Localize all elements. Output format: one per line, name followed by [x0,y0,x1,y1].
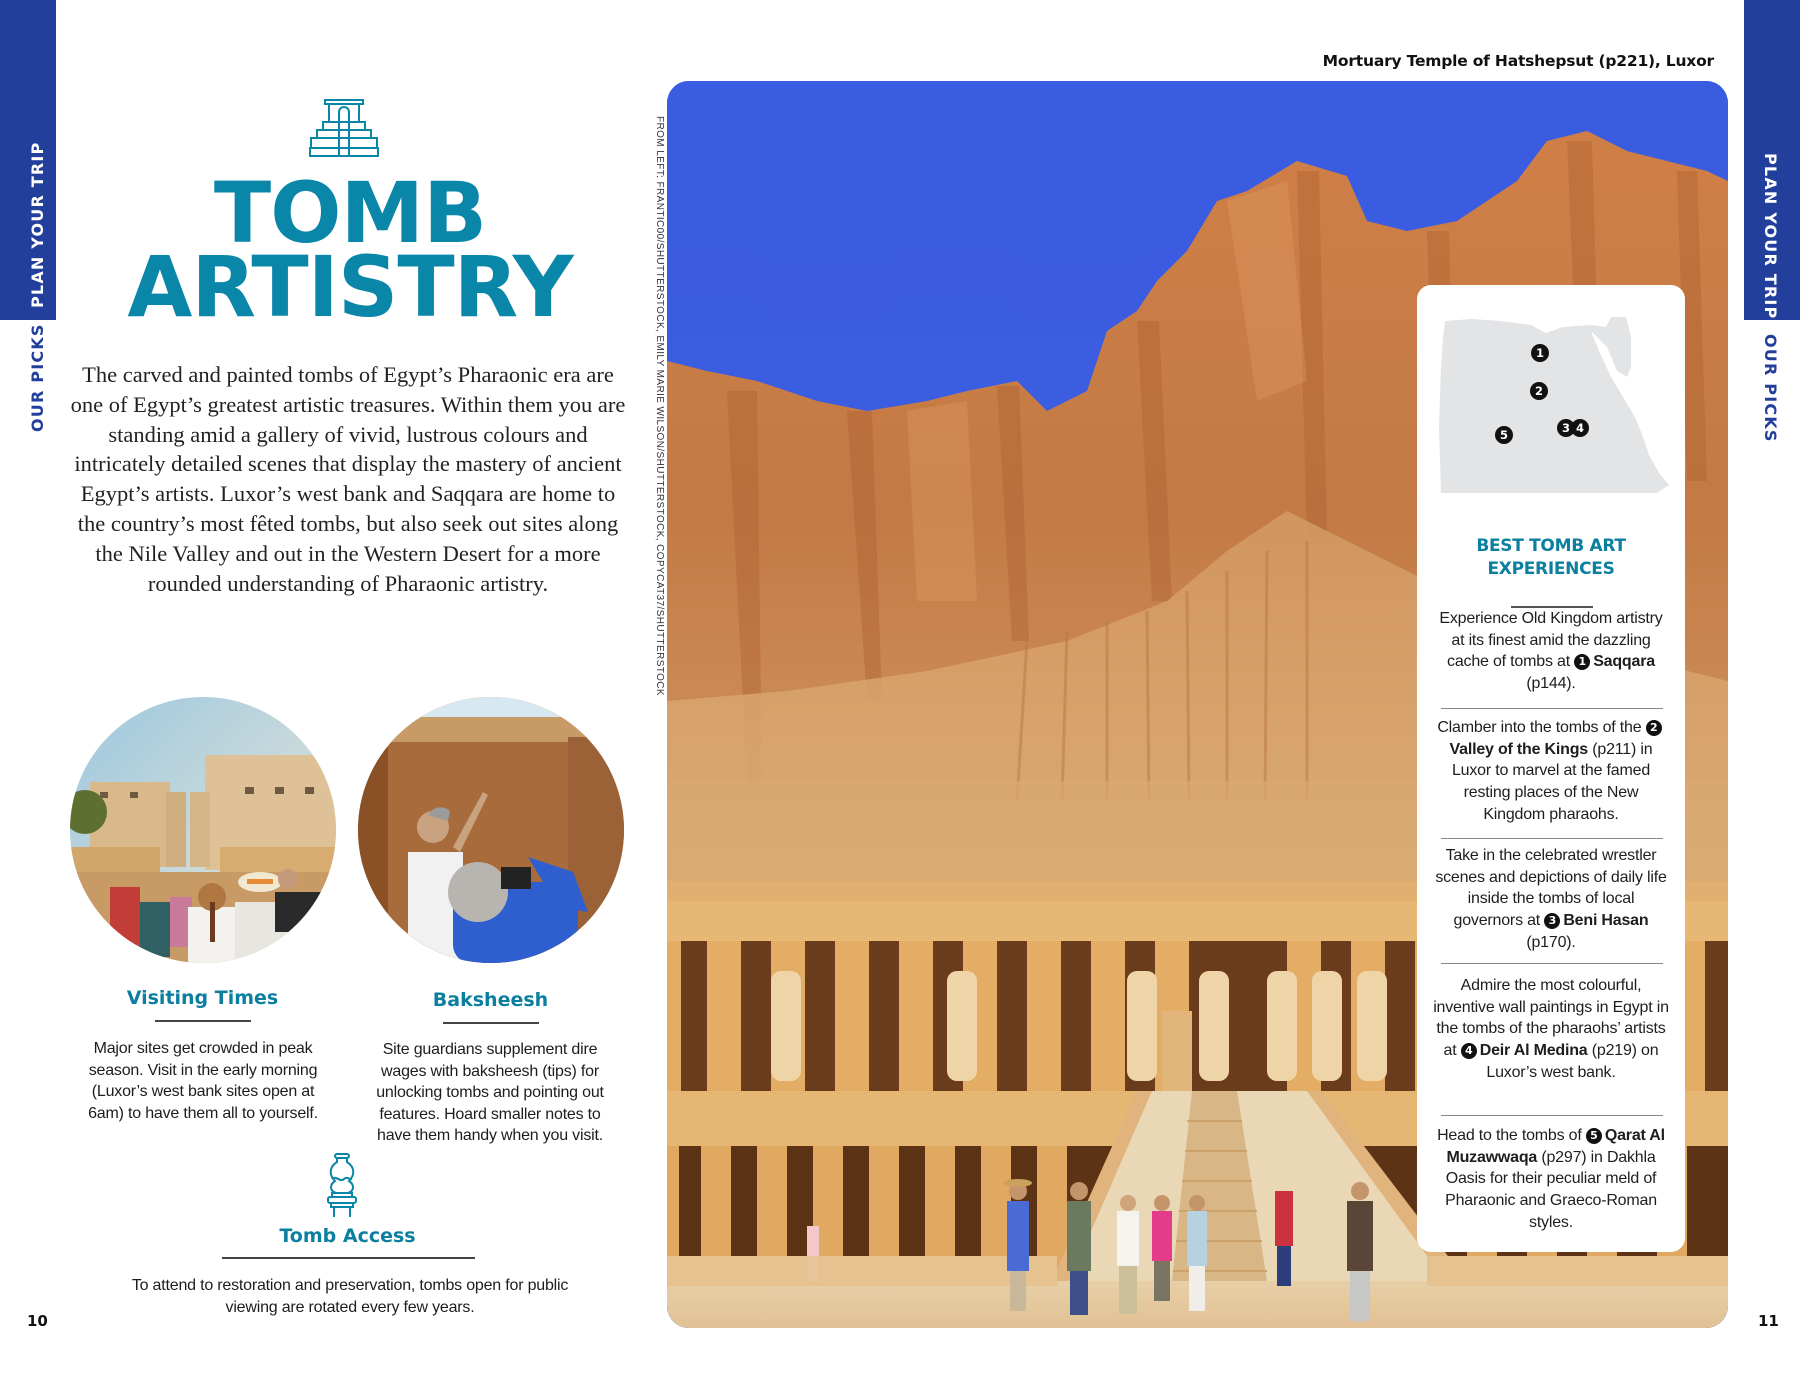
tip-heading-baksheesh: Baksheesh [432,989,549,1011]
map-marker-2: 3 [1557,419,1575,437]
vase-column-icon [324,1153,360,1217]
place-name: Qarat Al Muzawwaqa [1446,1127,1665,1166]
map-marker-5: 5 [1495,426,1513,444]
page-title-line-2: ARTISTRY [127,238,573,336]
temple-pyramid-icon [309,98,379,158]
number-badge: 3 [1544,913,1560,929]
number-badge: 2 [1646,720,1662,736]
egypt-map [1431,307,1671,517]
tip-heading-tomb-access: Tomb Access [279,1225,416,1247]
tip-body-tomb-access: To attend to restoration and preservation, tombs open for public viewing are rotated every few years. [131,1277,569,1316]
place-name: Beni Hasan [1563,912,1649,930]
number-badge: 4 [1461,1043,1477,1059]
photo-credit: FROM LEFT: FRANTIC00/SHUTTERSTOCK, EMILY MARIE WILSON/SHUTTERSTOCK, COPYCAT37/SHUTTERSTOCK [654,116,665,696]
tip-body-visiting-times: Major sites get crowded in peak season. Visit in the early morning (Luxor’s west bank sites open at 6am) to have them all to yourself. [88,1040,318,1122]
right-subsection-label: OUR PICKS [1761,334,1780,443]
left-subsection-label: OUR PICKS [28,323,47,432]
photo-caption: Mortuary Temple of Hatshepsut (p221), Luxor [1322,52,1714,70]
card-title-line-2: EXPERIENCES [1487,559,1615,579]
page-number-right: 11 [1758,1312,1779,1330]
intro-paragraph: The carved and painted tombs of Egypt’s Pharaonic era are one of Egypt’s greatest artistic treasures. Within them you are standing amid a gallery of vivid, lustrous colours and intricately detailed scenes that display the mastery of ancient Egypt’s artists. Luxor’s west bank and Saqqara are home to the country’s most fêted tombs, but also seek out sites along the Nile Valley and out in the Western Desert for a more rounded understanding of Pharaonic artistry. [70,362,626,596]
right-section-tab-label: PLAN YOUR TRIP [1761,153,1780,320]
item-divider [1441,708,1663,709]
tip-divider [443,1022,539,1024]
karnak-avenue-crowd-photo [70,697,336,963]
experience-item-beni-hasan: Take in the celebrated wrestler scenes and depictions of daily life inside the tombs of local governors at 3 Beni Hasan (p170). [1435,847,1667,951]
map-marker-1: 1 [1531,344,1549,362]
item-divider [1441,1115,1663,1116]
experience-item-saqqara: Experience Old Kingdom artistry at its finest amid the dazzling cache of tombs at 1 Saqqara (p144). [1439,610,1663,693]
best-tomb-art-card [1417,285,1685,1252]
tip-heading-visiting-times: Visiting Times [126,987,279,1009]
tip-divider [155,1020,251,1022]
map-marker-4: 4 [1571,419,1589,437]
card-title [1417,535,1685,581]
tip-divider [222,1257,475,1259]
guide-pointing-at-relief-photo [358,697,624,963]
tip-body-baksheesh: Site guardians supplement dire wages with baksheesh (tips) for unlocking tombs and pointing out features. Hoard smaller notes to have them handy when you visit. [376,1041,604,1144]
item-divider [1441,838,1663,839]
place-name: Deir Al Medina [1479,1042,1588,1060]
number-badge: 5 [1586,1128,1602,1144]
page-number-left: 10 [27,1312,48,1330]
experience-item-deir-al-medina: Admire the most colourful, inventive wall paintings in Egypt in the tombs of the pharaohs’ artists at 4 Deir Al Medina (p219) on Luxor’s west bank. [1433,977,1669,1081]
left-section-tab-label: PLAN YOUR TRIP [28,141,47,308]
number-badge: 1 [1574,654,1590,670]
card-title-line-1: BEST TOMB ART [1476,536,1626,556]
page-title [90,164,610,336]
map-marker-3: 2 [1530,382,1548,400]
experience-item-valley-of-the-kings: Clamber into the tombs of the 2Valley of the Kings (p211) in Luxor to marvel at the famed resting places of the New Kingdom pharaohs. [1433,717,1669,826]
page-title-line-1: TOMB [213,164,487,262]
place-name: Saqqara [1593,653,1655,671]
place-name: Valley of the Kings [1449,740,1589,758]
experience-item-qarat-al-muzawwaqa: Head to the tombs of 5 Qarat Al Muzawwaqa (p297) in Dakhla Oasis for their peculiar meld of Pharaonic and Graeco-Roman styles. [1437,1127,1665,1231]
item-divider [1441,963,1663,964]
